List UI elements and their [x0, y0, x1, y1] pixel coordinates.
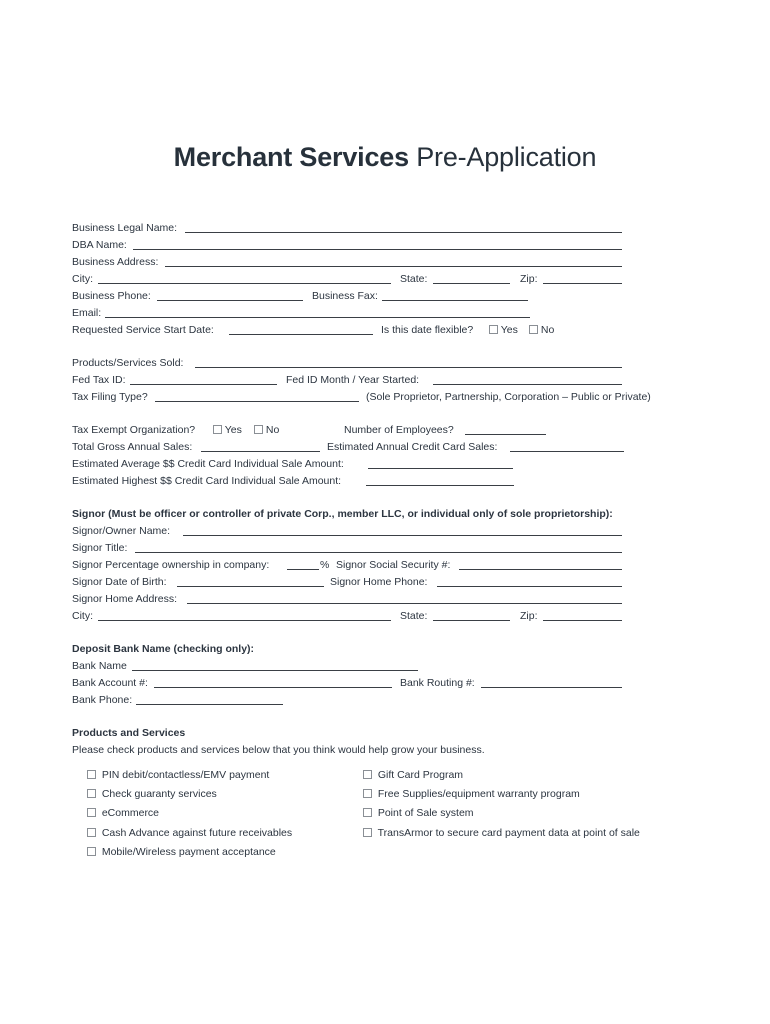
service-label: Point of Sale system	[377, 807, 474, 819]
bank-name-field[interactable]	[132, 670, 418, 671]
row-fed-tax	[0, 372, 770, 389]
address-label: Business Address:	[72, 256, 159, 268]
row-owner-name	[0, 523, 770, 540]
row-home-address	[0, 591, 770, 608]
signor-state-label: State:	[400, 610, 428, 622]
service-left-3[interactable]	[87, 825, 292, 842]
signor-city-field[interactable]	[98, 620, 391, 621]
row-legal-name	[0, 220, 770, 237]
avg-sale-label: Estimated Average $$ Credit Card Individual Sale Amount:	[72, 458, 344, 470]
checkbox-icon[interactable]	[87, 808, 96, 817]
row-ownership	[0, 557, 770, 574]
service-label: Cash Advance against future receivables	[101, 827, 293, 839]
signor-city-label: City:	[72, 610, 93, 622]
ssn-field[interactable]	[459, 569, 622, 570]
city-label: City:	[72, 273, 93, 285]
home-address-field[interactable]	[187, 603, 622, 604]
service-right-3[interactable]	[363, 825, 640, 842]
row-services-heading	[0, 725, 770, 742]
owner-name-label: Signor/Owner Name:	[72, 525, 171, 537]
no-label: No	[265, 424, 280, 436]
start-date-label: Requested Service Start Date:	[72, 324, 214, 336]
row-gross-sales	[0, 439, 770, 456]
employees-label: Number of Employees?	[344, 424, 454, 436]
row-services-intro	[0, 742, 770, 759]
service-option	[0, 767, 770, 784]
fed-tax-id-label: Fed Tax ID:	[72, 374, 126, 386]
gross-sales-label: Total Gross Annual Sales:	[72, 441, 193, 453]
row-tax-filing	[0, 389, 770, 406]
state-label: State:	[400, 273, 428, 285]
yes-label: Yes	[500, 324, 518, 336]
fed-tax-id-field[interactable]	[130, 384, 277, 385]
products-sold-label: Products/Services Sold:	[72, 357, 184, 369]
signor-heading: Signor (Must be officer or controller of private Corp., member LLC, or individual only of sole proprietorship):	[72, 508, 613, 520]
checkbox-icon[interactable]	[363, 789, 372, 798]
row-bank-account	[0, 675, 770, 692]
zip-label: Zip:	[520, 273, 538, 285]
checkbox-icon[interactable]	[489, 325, 498, 334]
checkbox-icon[interactable]	[87, 847, 96, 856]
tax-filing-options: (Sole Proprietor, Partnership, Corporation – Public or Private)	[366, 391, 651, 403]
service-label: eCommerce	[101, 807, 160, 819]
bank-account-field[interactable]	[154, 687, 392, 688]
row-products-sold	[0, 355, 770, 372]
service-label: PIN debit/contactless/EMV payment	[101, 769, 270, 781]
service-option	[0, 805, 770, 822]
bank-heading: Deposit Bank Name (checking only):	[72, 643, 255, 655]
service-label: Gift Card Program	[377, 769, 464, 781]
avg-sale-field[interactable]	[368, 468, 513, 469]
row-dob	[0, 574, 770, 591]
signor-title-field[interactable]	[135, 552, 622, 553]
address-field[interactable]	[165, 266, 622, 267]
row-high-sale	[0, 473, 770, 490]
yes-label: Yes	[224, 424, 242, 436]
service-left-4[interactable]	[87, 844, 276, 861]
service-label: Check guaranty services	[101, 788, 217, 800]
row-phone	[0, 288, 770, 305]
dob-field[interactable]	[177, 586, 324, 587]
row-address	[0, 254, 770, 271]
service-option	[0, 844, 770, 861]
service-left-2[interactable]	[87, 805, 159, 822]
ssn-label: Signor Social Security #:	[336, 559, 451, 571]
dob-label: Signor Date of Birth:	[72, 576, 167, 588]
fax-field[interactable]	[382, 300, 528, 301]
services-intro: Please check products and services below that you think would help grow your business.	[72, 744, 485, 756]
row-dba	[0, 237, 770, 254]
title-bold: Merchant Services	[173, 142, 409, 172]
state-field[interactable]	[433, 283, 510, 284]
checkbox-icon[interactable]	[87, 789, 96, 798]
city-field[interactable]	[98, 283, 391, 284]
row-avg-sale	[0, 456, 770, 473]
row-signor-title	[0, 540, 770, 557]
row-bank-phone	[0, 692, 770, 709]
fed-id-started-field[interactable]	[433, 384, 622, 385]
phone-label: Business Phone:	[72, 290, 151, 302]
home-phone-field[interactable]	[437, 586, 622, 587]
service-right-2[interactable]	[363, 805, 474, 822]
flexible-label: Is this date flexible?	[381, 324, 474, 336]
service-left-1[interactable]	[87, 786, 217, 803]
percent-sign: %	[320, 559, 330, 571]
row-tax-exempt	[0, 422, 770, 439]
bank-account-label: Bank Account #:	[72, 677, 148, 689]
row-start-date	[0, 322, 770, 339]
row-signor-city	[0, 608, 770, 625]
bank-routing-label: Bank Routing #:	[400, 677, 475, 689]
checkbox-icon[interactable]	[363, 770, 372, 779]
tax-exempt-no[interactable]	[254, 422, 279, 439]
checkbox-icon[interactable]	[87, 770, 96, 779]
bank-phone-label: Bank Phone:	[72, 694, 133, 706]
service-label: TransArmor to secure card payment data at point of sale	[377, 827, 640, 839]
checkbox-icon[interactable]	[363, 828, 372, 837]
tax-exempt-label: Tax Exempt Organization?	[72, 424, 196, 436]
owner-name-field[interactable]	[183, 535, 622, 536]
home-address-label: Signor Home Address:	[72, 593, 178, 605]
email-field[interactable]	[105, 317, 530, 318]
ownership-field[interactable]	[287, 569, 319, 570]
service-left-0[interactable]	[87, 767, 269, 784]
flexible-no[interactable]	[529, 322, 554, 339]
signor-state-field[interactable]	[433, 620, 510, 621]
cc-sales-field[interactable]	[510, 451, 624, 452]
row-bank-name	[0, 658, 770, 675]
service-label: Mobile/Wireless payment acceptance	[101, 846, 276, 858]
legal-name-label: Business Legal Name:	[72, 222, 178, 234]
page-title	[0, 142, 770, 173]
dba-label: DBA Name:	[72, 239, 127, 251]
title-light: Pre-Application	[416, 142, 597, 172]
employees-field[interactable]	[465, 434, 546, 435]
checkbox-icon[interactable]	[363, 808, 372, 817]
fed-id-started-label: Fed ID Month / Year Started:	[286, 374, 420, 386]
high-sale-label: Estimated Highest $$ Credit Card Individual Sale Amount:	[72, 475, 342, 487]
tax-filing-label: Tax Filing Type?	[72, 391, 148, 403]
signor-zip-label: Zip:	[520, 610, 538, 622]
service-label: Free Supplies/equipment warranty program	[377, 788, 580, 800]
checkbox-icon[interactable]	[254, 425, 263, 434]
bank-phone-field[interactable]	[136, 704, 283, 705]
zip-field[interactable]	[543, 283, 622, 284]
services-heading: Products and Services	[72, 727, 186, 739]
tax-exempt-yes[interactable]	[213, 422, 242, 439]
checkbox-icon[interactable]	[213, 425, 222, 434]
signor-title-label: Signor Title:	[72, 542, 128, 554]
row-email	[0, 305, 770, 322]
service-right-1[interactable]	[363, 786, 580, 803]
no-label: No	[540, 324, 555, 336]
high-sale-field[interactable]	[366, 485, 514, 486]
row-city	[0, 271, 770, 288]
fax-label: Business Fax:	[312, 290, 378, 302]
service-option	[0, 786, 770, 803]
service-right-0[interactable]	[363, 767, 463, 784]
dba-field[interactable]	[133, 249, 622, 250]
products-sold-field[interactable]	[195, 367, 622, 368]
signor-zip-field[interactable]	[543, 620, 622, 621]
bank-name-label: Bank Name	[72, 660, 127, 672]
start-date-field[interactable]	[229, 334, 373, 335]
row-bank-heading	[0, 641, 770, 658]
ownership-label: Signor Percentage ownership in company:	[72, 559, 270, 571]
service-option	[0, 825, 770, 842]
email-label: Email:	[72, 307, 102, 319]
checkbox-icon[interactable]	[529, 325, 538, 334]
gross-sales-field[interactable]	[201, 451, 320, 452]
row-signor-heading	[0, 506, 770, 523]
bank-routing-field[interactable]	[481, 687, 622, 688]
home-phone-label: Signor Home Phone:	[330, 576, 428, 588]
tax-filing-field[interactable]	[155, 401, 359, 402]
cc-sales-label: Estimated Annual Credit Card Sales:	[327, 441, 498, 453]
legal-name-field[interactable]	[185, 232, 622, 233]
phone-field[interactable]	[157, 300, 303, 301]
flexible-yes[interactable]	[489, 322, 518, 339]
checkbox-icon[interactable]	[87, 828, 96, 837]
